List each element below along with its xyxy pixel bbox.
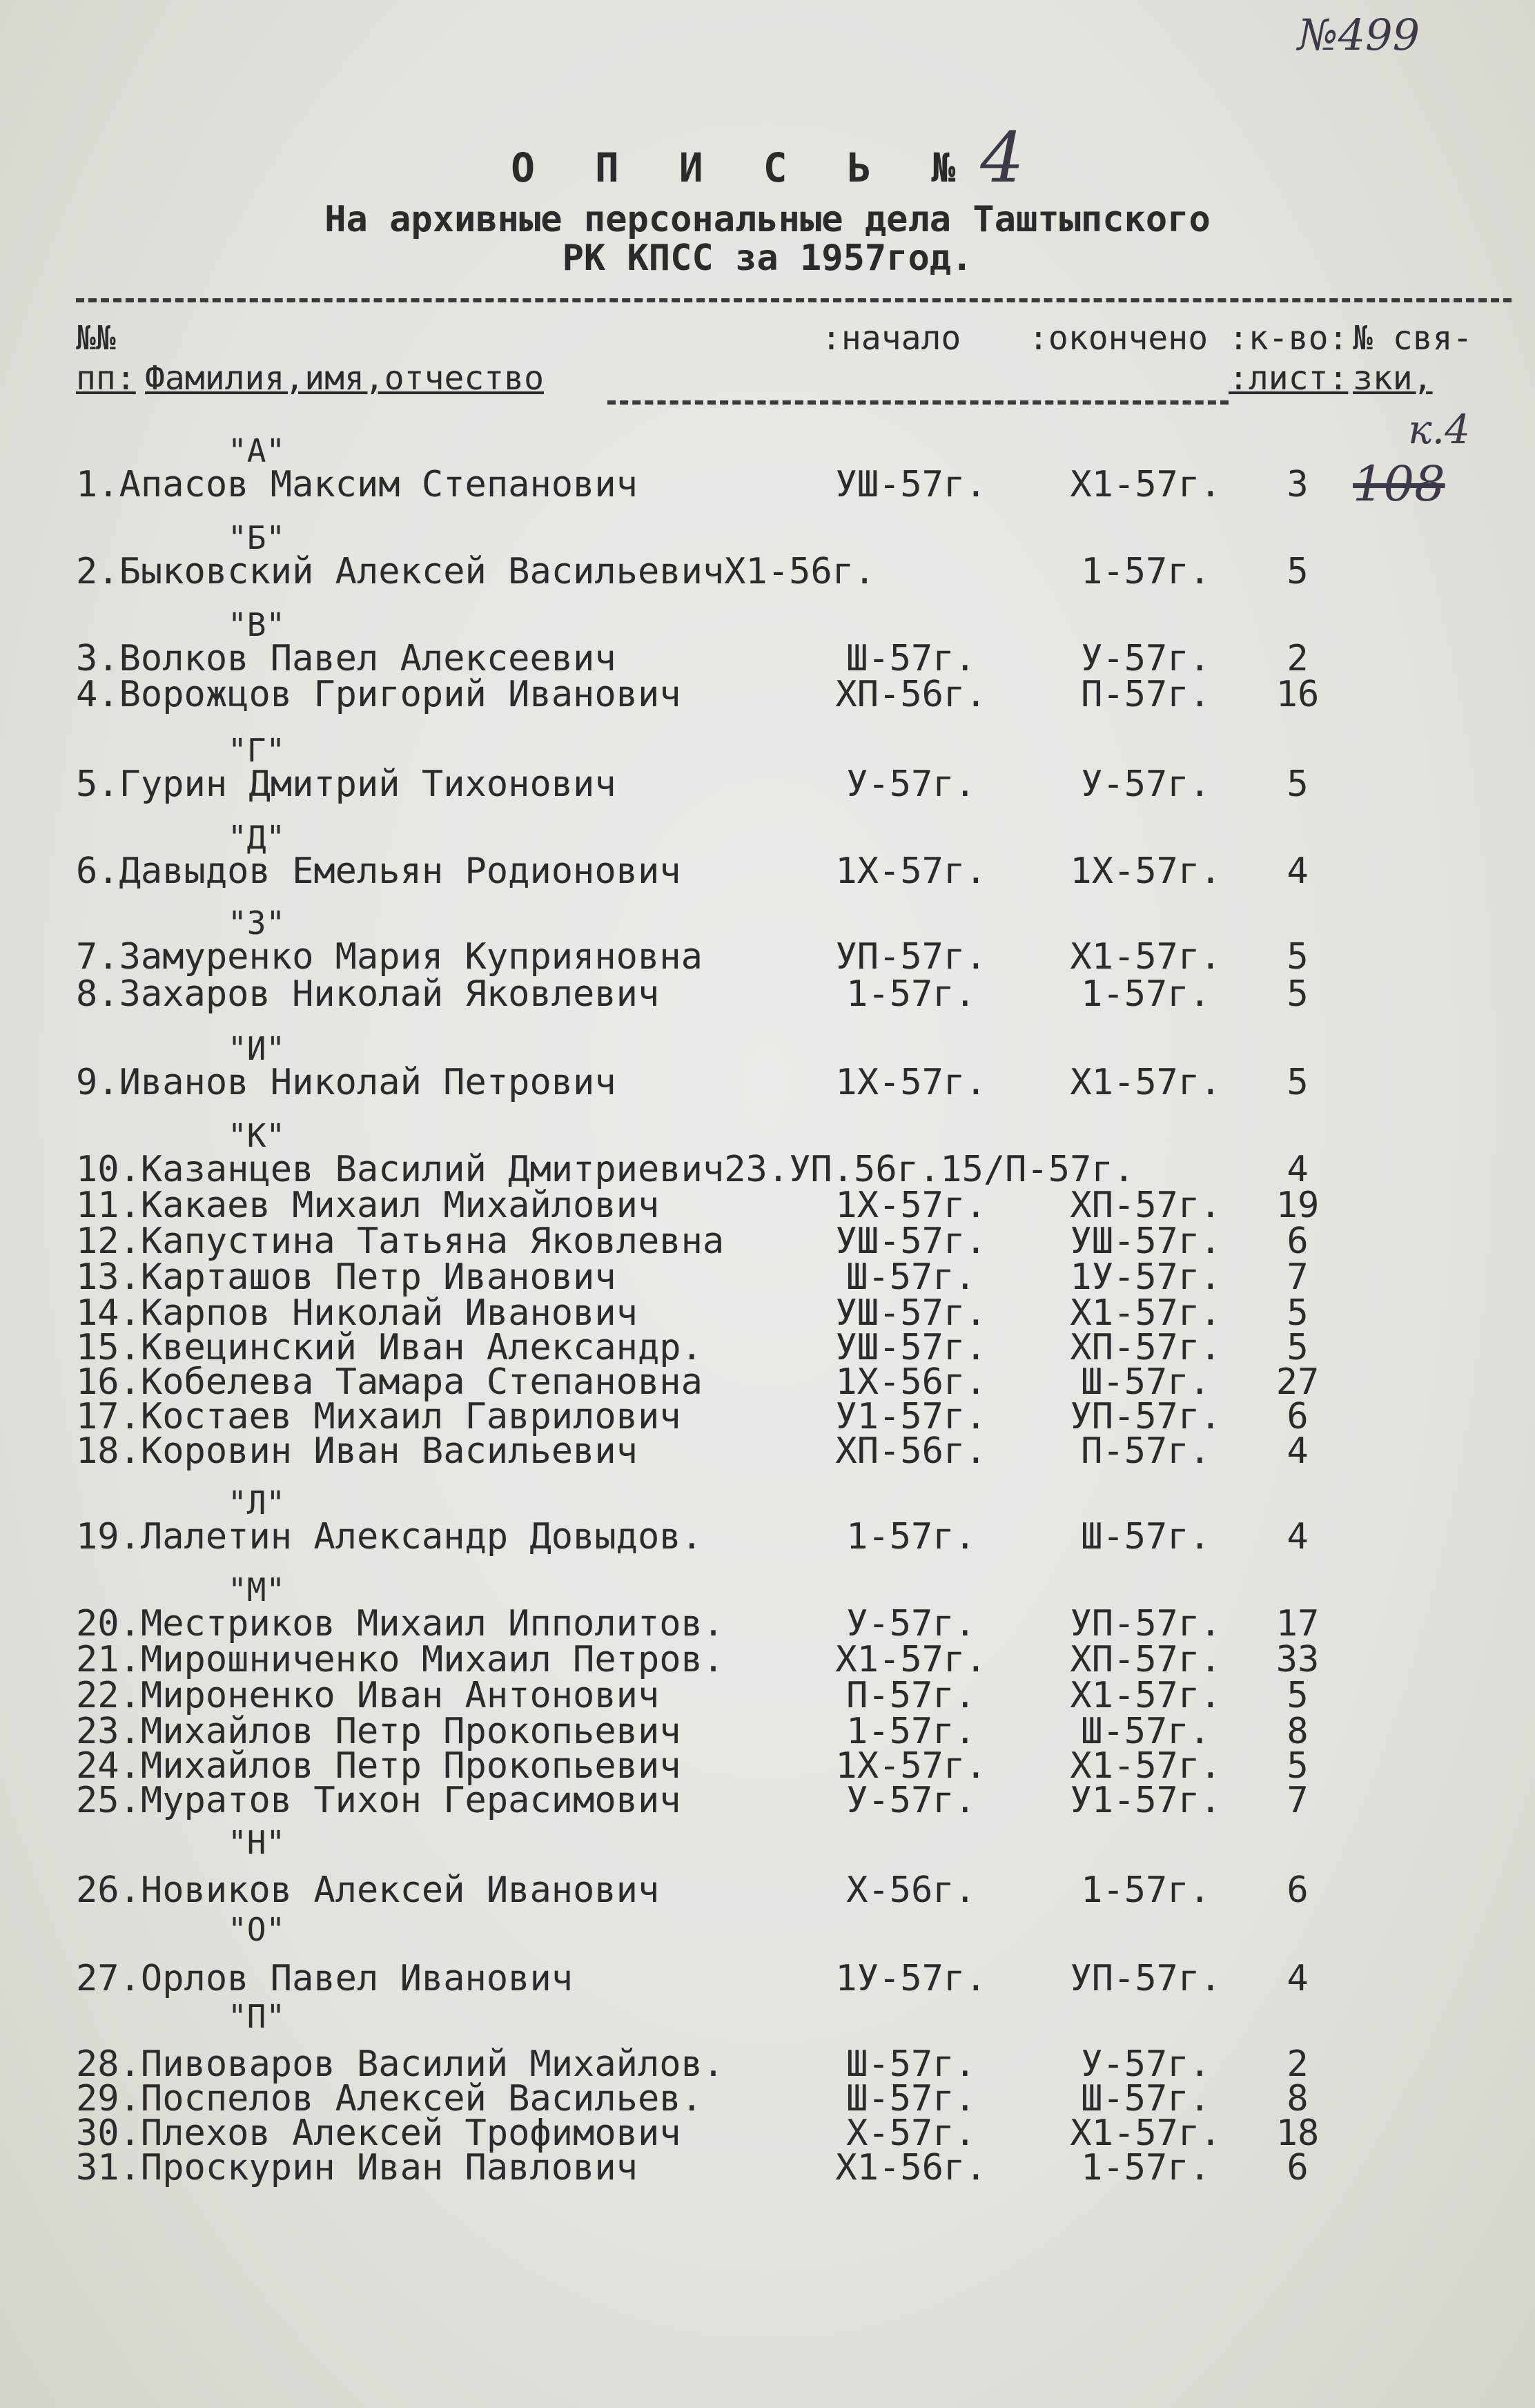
table-row: 24.Михайлов Петр Прокопьевич 1Х-57г. Х1-57г. 5 [76, 1745, 1309, 1787]
header-bundle-2: зки, [1353, 359, 1433, 398]
bundle-annotation: к.4 [1408, 406, 1470, 453]
table-row: 15.Квецинский Иван Александр. УШ-57г. ХП-57г. 5 [76, 1327, 1309, 1368]
letter-divider: "А" [228, 432, 286, 469]
subtitle-line-2: РК КПСС за 1957год. [562, 237, 973, 279]
letter-divider: "Н" [228, 1824, 286, 1861]
table-row: 6.Давыдов Емельян Родионович 1Х-57г. 1Х-57г. 4 [76, 851, 1309, 892]
table-row: 18.Коровин Иван Васильевич ХП-56г. П-57г. 4 [76, 1430, 1309, 1472]
header-sheets-1: :к-во: [1229, 319, 1349, 358]
header-sheets-2: :лист: [1229, 359, 1349, 398]
table-row: 5.Гурин Дмитрий Тихонович У-57г. У-57г. 5 [76, 764, 1309, 805]
letter-divider: "К" [228, 1117, 286, 1154]
table-row: 9.Иванов Николай Петрович 1Х-57г. Х1-57г. 5 [76, 1062, 1309, 1103]
table-row: 16.Кобелева Тамара Степановна 1Х-56г. Ш-57г. 27 [76, 1361, 1320, 1403]
letter-divider: "О" [228, 1911, 286, 1948]
letter-divider: "И" [228, 1030, 286, 1067]
archive-page-number: №499 [1298, 10, 1420, 60]
table-row: 28.Пивоваров Василий Михайлов. Ш-57г. У-57г. 2 [76, 2043, 1309, 2085]
letter-divider: "Б" [228, 519, 286, 556]
header-dashed-rule [607, 400, 1229, 405]
inventory-number: 4 [980, 117, 1024, 198]
letter-divider: "Г" [228, 732, 286, 769]
table-row: 30.Плехов Алексей Трофимович Х-57г. Х1-57г. 18 [76, 2113, 1320, 2154]
table-row: 19.Лалетин Александр Довыдов. 1-57г. Ш-57г. 4 [76, 1516, 1309, 1557]
table-row: 8.Захаров Николай Яковлевич 1-57г. 1-57г. 5 [76, 973, 1309, 1015]
document-title [0, 117, 1535, 198]
table-row: 21.Мирошниченко Михаил Петров. Х1-57г. ХП-57г. 33 [76, 1639, 1320, 1680]
table-row: 4.Ворожцов Григорий Иванович ХП-56г. П-57г. 16 [76, 674, 1320, 715]
title-word: О П И С Ь № [511, 144, 974, 191]
table-row: 31.Проскурин Иван Павлович Х1-56г. 1-57г. 6 [76, 2147, 1309, 2188]
table-row: 29.Поспелов Алексей Васильев. Ш-57г. Ш-57г. 8 [76, 2078, 1309, 2119]
header-num-1: №№ [76, 319, 116, 358]
table-row: 13.Карташов Петр Иванович Ш-57г. 1У-57г. 7 [76, 1256, 1309, 1298]
table-row: 26.Новиков Алексей Иванович Х-56г. 1-57г. 6 [76, 1870, 1309, 1911]
letter-divider: "Д" [228, 819, 286, 856]
letter-divider: "В" [228, 606, 286, 643]
table-row: 2.Быковский Алексей ВасильевичХ1-56г. 1-57г. 5 [76, 551, 1309, 592]
table-row: 1.Апасов Максим Степанович УШ-57г. Х1-57г. 3 [76, 464, 1309, 505]
table-row: 10.Казанцев Василий Дмитриевич23.УП.56г.15/П-57г. 4 [76, 1149, 1309, 1190]
table-row: 11.Какаев Михаил Михайлович 1Х-57г. ХП-57г. 19 [76, 1185, 1320, 1226]
letter-divider: "Л" [228, 1484, 286, 1522]
header-start: :начало [821, 319, 961, 358]
subtitle-line-1: На архивные персональные дела Таштыпского [324, 199, 1211, 240]
struck-number: 108 [1353, 456, 1445, 512]
table-row: 22.Мироненко Иван Антонович П-57г. Х1-57г. 5 [76, 1675, 1309, 1716]
header-name: Фамилия,имя,отчество [145, 359, 544, 398]
table-row: 7.Замуренко Мария Куприяновна УП-57г. Х1-57г. 5 [76, 936, 1309, 978]
letter-divider: "М" [228, 1571, 286, 1609]
header-end: :окончено [1028, 319, 1209, 358]
table-row: 27.Орлов Павел Иванович 1У-57г. УП-57г. 4 [76, 1958, 1309, 1999]
table-row: 25.Муратов Тихон Герасимович У-57г. У1-57г. 7 [76, 1780, 1309, 1821]
header-num-2: пп: [76, 359, 136, 398]
table-row: 23.Михайлов Петр Прокопьевич 1-57г. Ш-57г. 8 [76, 1711, 1309, 1752]
letter-divider: "З" [228, 904, 286, 942]
table-row: 3.Волков Павел Алексеевич Ш-57г. У-57г. 2 [76, 638, 1309, 679]
letter-divider: "П" [228, 1998, 286, 2035]
top-dashed-rule [76, 298, 1512, 302]
table-row: 12.Капустина Татьяна Яковлевна УШ-57г. УШ-57г. 6 [76, 1221, 1309, 1262]
header-bundle-1: № свя- [1353, 319, 1473, 358]
table-row: 20.Местриков Михаил Ипполитов. У-57г. УП-57г. 17 [76, 1603, 1320, 1644]
table-row: 14.Карпов Николай Иванович УШ-57г. Х1-57г. 5 [76, 1292, 1309, 1334]
table-row: 17.Костаев Михаил Гаврилович У1-57г. УП-57г. 6 [76, 1396, 1309, 1437]
